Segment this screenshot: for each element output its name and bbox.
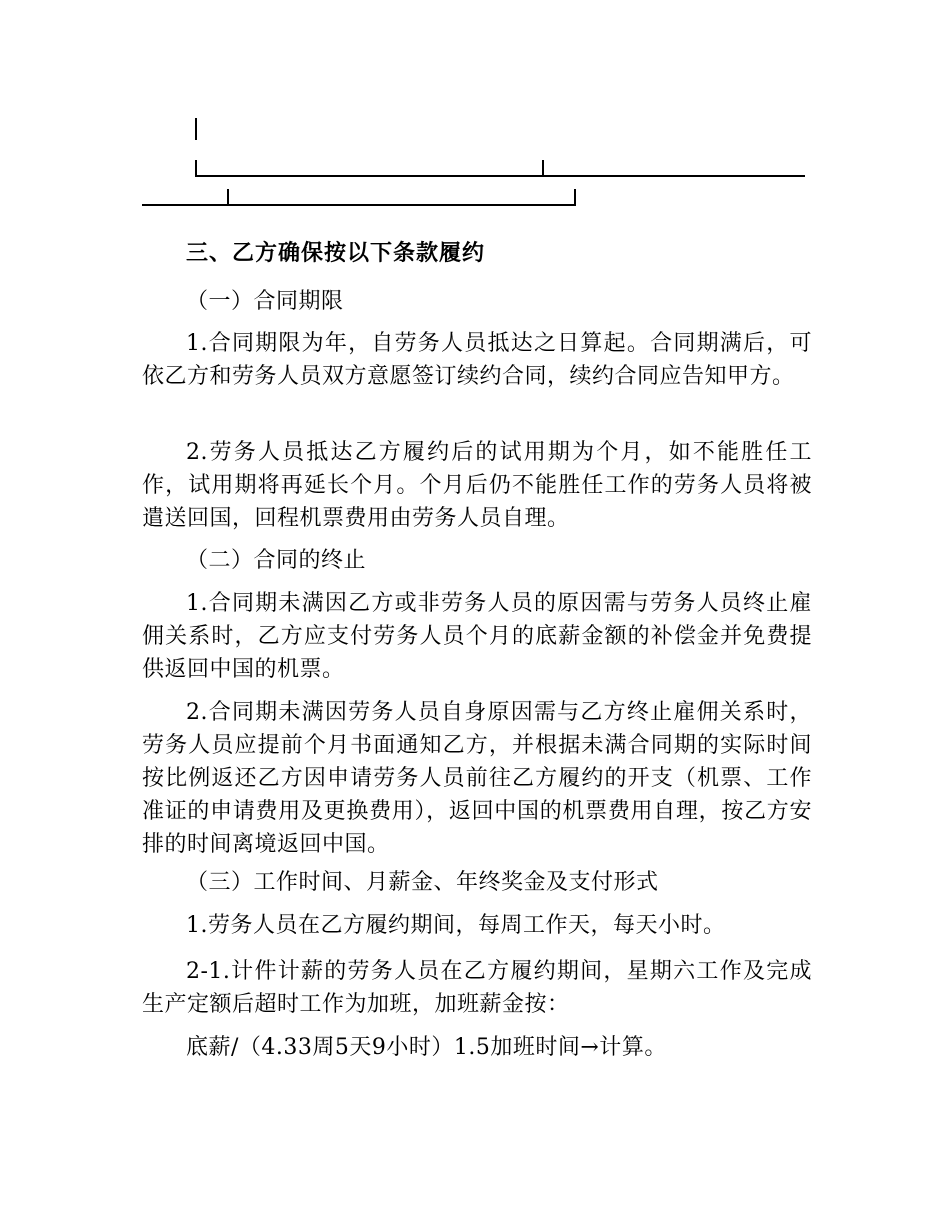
subsection-heading-term: （一）合同期限 [186,289,344,314]
paragraph-termination-1: 1.合同期未满因乙方或非劳务人员的原因需与劳务人员终止雇佣关系时，乙方应支付劳务人员个月的底薪金额的补偿金并免费提供返回中国的机票。 [142,591,812,682]
section-heading: 三、乙方确保按以下条款履约 [186,241,486,266]
formula-line: 底薪/（4.33周5天9小时）1.5加班时间→计算。 [186,1035,667,1060]
table-border-horizontal-1 [195,175,805,177]
paragraph-work-time-2: 2-1.计件计薪的劳务人员在乙方履约期间，星期六工作及完成生产定额后超时工作为加班，加班薪金按： [142,959,812,1017]
subsection-heading-work-time: （三）工作时间、月薪金、年终奖金及支付形式 [186,870,659,895]
table-border-horizontal-2 [142,204,575,206]
table-border-tick-1 [542,160,544,177]
table-border-tick-3 [574,189,576,206]
paragraph-term-1: 1.合同期限为年，自劳务人员抵达之日算起。合同期满后，可依乙方和劳务人员双方意愿签订续约合同，续约合同应告知甲方。 [142,331,812,389]
paragraph-work-time-1: 1.劳务人员在乙方履约期间，每周工作天，每天小时。 [186,913,726,938]
table-border-vertical-top [195,118,197,140]
subsection-heading-termination: （二）合同的终止 [186,548,367,573]
table-border-tick-2 [227,189,229,206]
paragraph-term-2: 2.劳务人员抵达乙方履约后的试用期为个月，如不能胜任工作，试用期将再延长个月。个月后仍不能胜任工作的劳务人员将被遣送回国，回程机票费用由劳务人员自理。 [142,440,812,531]
paragraph-termination-2: 2.合同期未满因劳务人员自身原因需与乙方终止雇佣关系时，劳务人员应提前个月书面通知乙方，并根据未满合同期的实际时间按比例返还乙方因申请劳务人员前往乙方履约的开支（机票、工作准证的申请费用及更换费用），返回中国的机票费用自理，按乙方安排的时间离境返回中国。 [142,700,812,857]
